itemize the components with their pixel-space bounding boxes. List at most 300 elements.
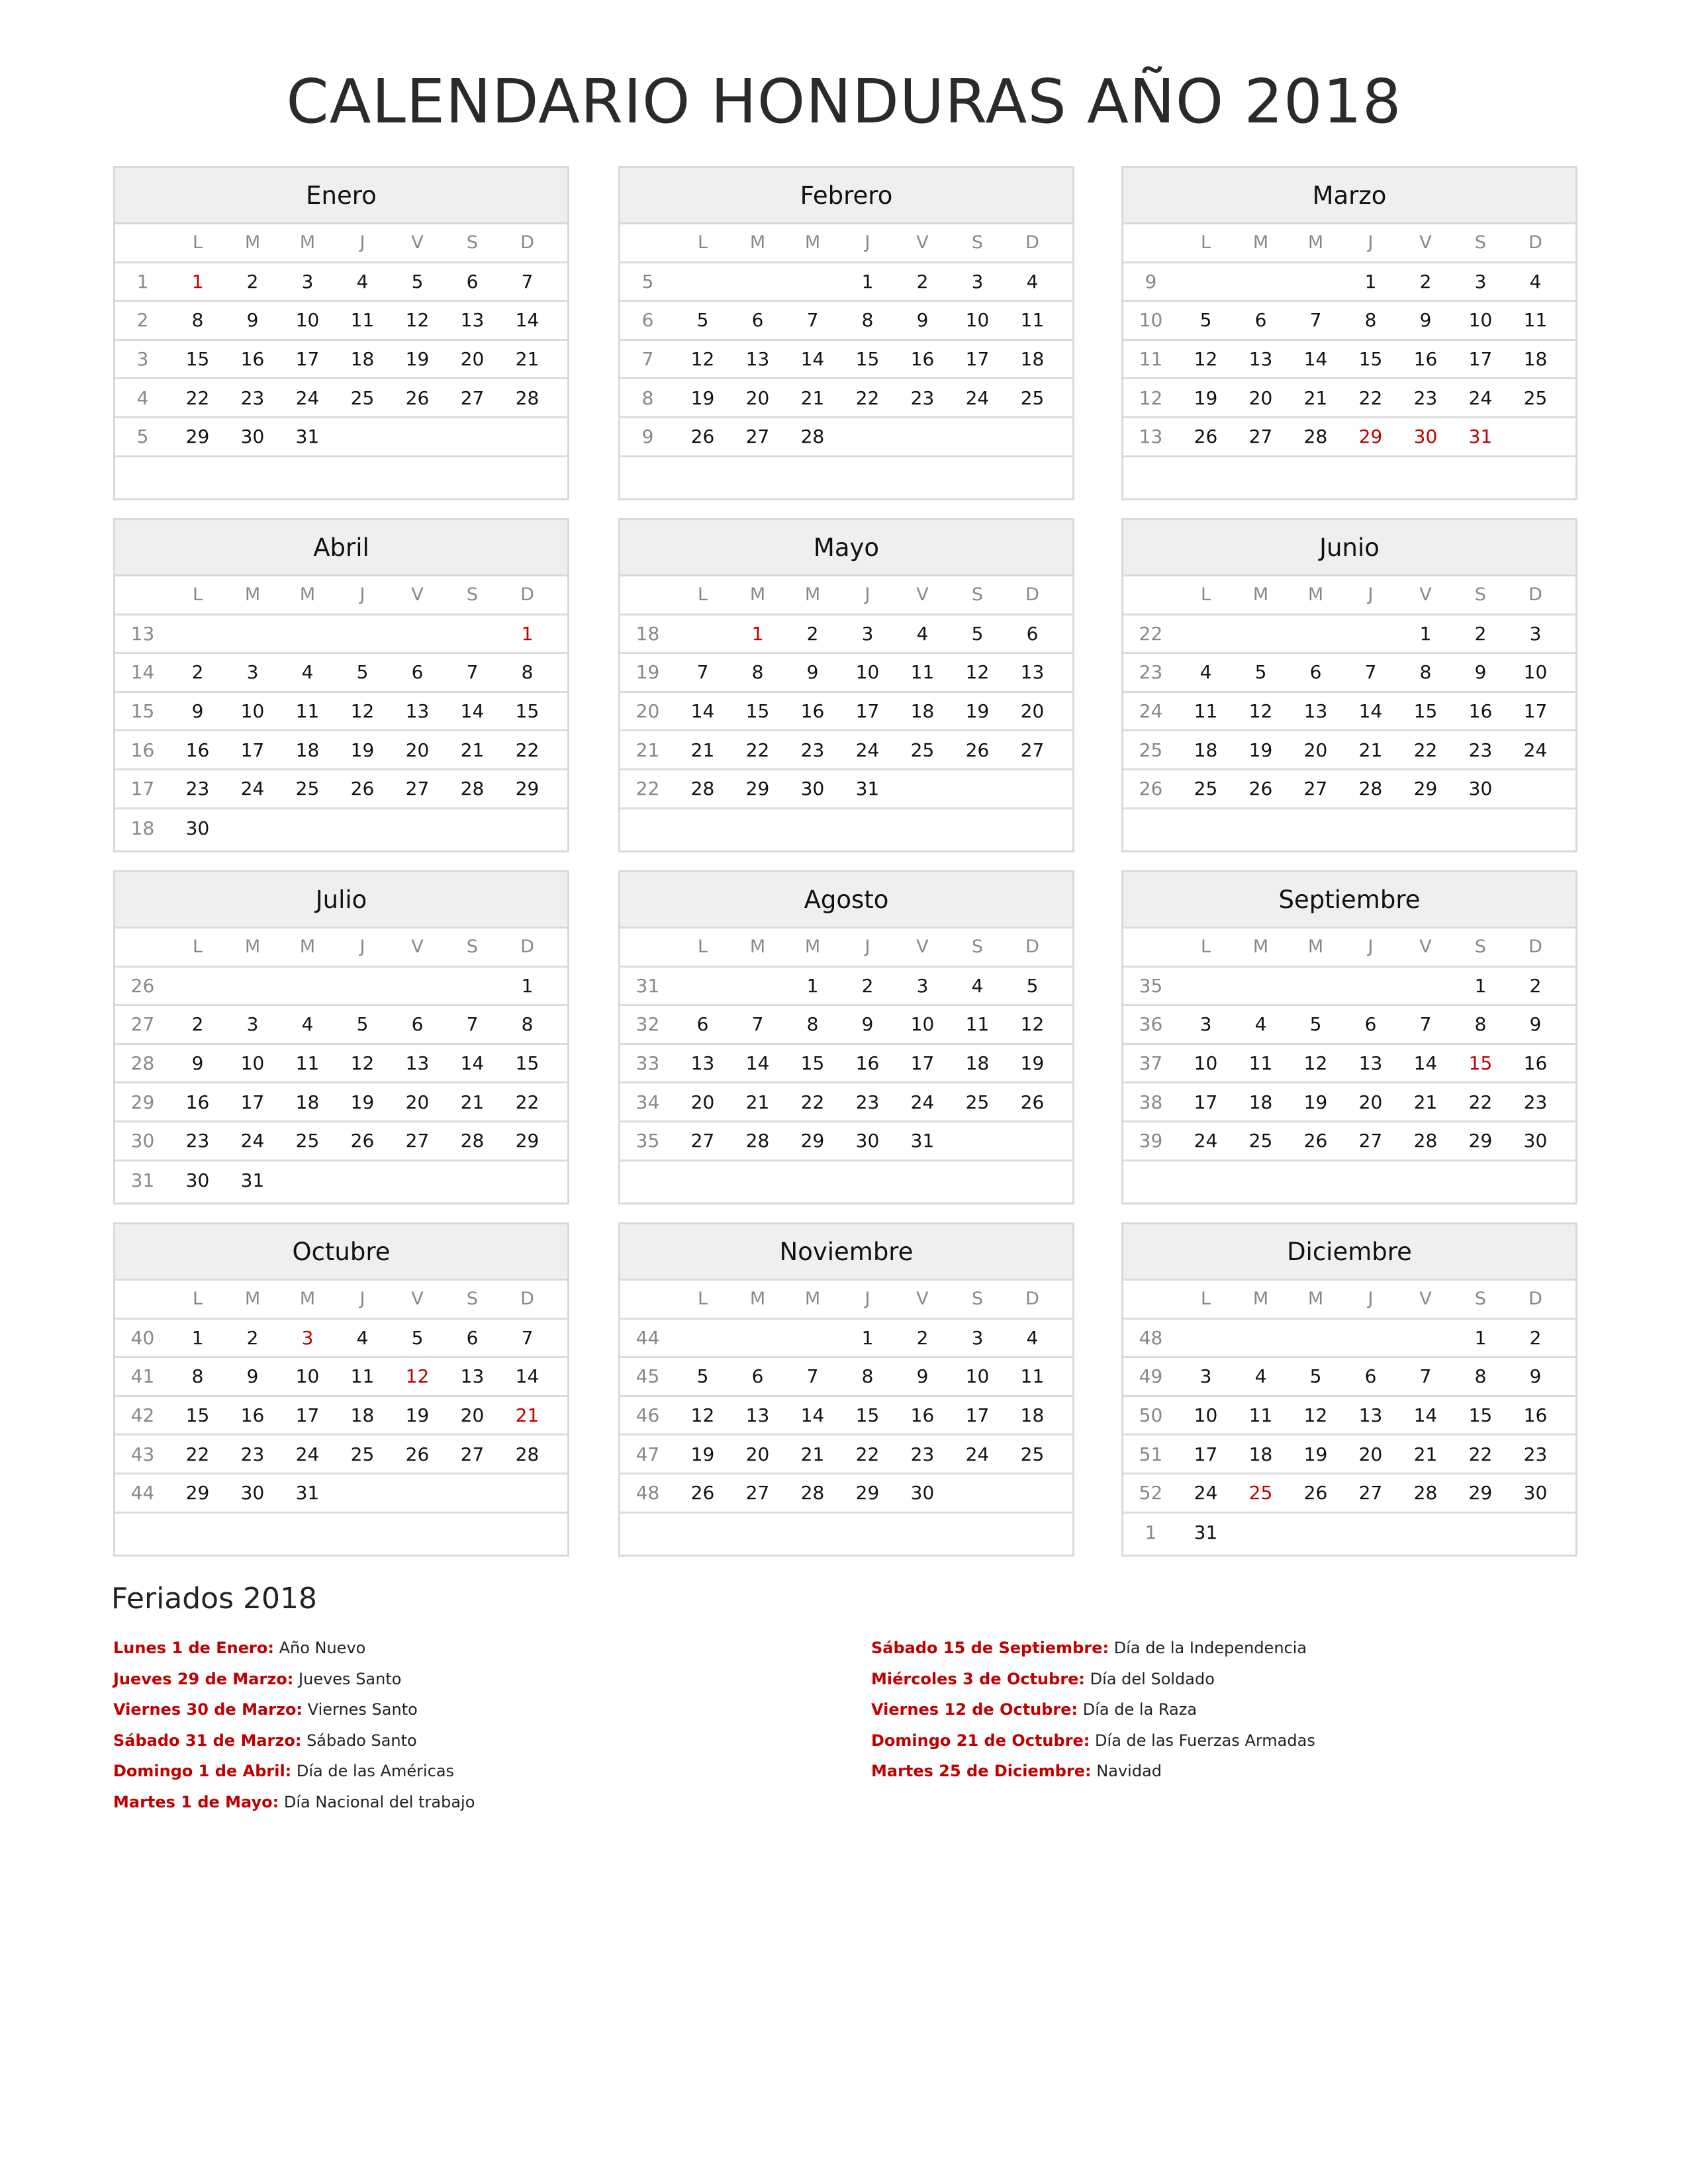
day-cell: 9 [191,1052,204,1075]
day-cell [225,809,280,848]
day-cell: 15 [855,1404,880,1427]
day-cell: 19 [350,739,375,761]
day-cell: 4 [1026,270,1039,293]
holiday-day-cell: 29 [1358,426,1383,448]
day-cell [1453,1161,1508,1201]
day-cell [335,1514,390,1553]
day-cell: 4 [301,661,314,684]
day-cell: 23 [1468,739,1493,761]
holidays-list-right [871,1639,1315,1793]
day-cell: 26 [405,1443,430,1465]
weekday-label: S [971,1289,984,1310]
month-marzo [1121,166,1577,500]
weekday-label: L [1200,936,1211,958]
holiday-date: Lunes 1 de Enero: [113,1639,274,1657]
day-cell: 26 [350,778,375,800]
holiday-date: Martes 25 de Diciembre: [871,1762,1092,1780]
week-number: 52 [1139,1482,1163,1504]
day-cell: 5 [356,661,369,684]
weekday-label: L [192,1289,203,1310]
week-number: 4 [136,387,149,409]
day-cell: 31 [855,778,880,800]
day-cell: 2 [1529,1326,1542,1349]
week-row [115,731,567,770]
day-cell: 30 [1468,778,1493,800]
week-row [620,341,1072,380]
week-row [115,615,567,655]
holiday-day-cell: 1 [521,622,534,645]
day-cell: 10 [295,309,320,332]
day-cell: 24 [240,1130,265,1152]
week-number: 20 [635,700,660,723]
day-cell: 26 [405,387,430,409]
weekday-header-row [115,1281,567,1320]
day-cell [675,1514,730,1553]
day-cell: 5 [356,1013,369,1036]
day-cell: 29 [855,1482,880,1504]
day-cell: 11 [1020,1365,1045,1388]
day-cell [1178,615,1233,653]
day-cell [950,1122,1005,1160]
weekday-label: J [359,232,365,253]
week-number: 15 [130,700,155,723]
day-cell [1508,770,1563,807]
day-cell: 28 [460,1130,485,1152]
day-cell: 13 [460,309,485,332]
calendar-grid [113,166,1577,1556]
month-enero [113,166,569,500]
day-cell: 28 [460,778,485,800]
day-cell: 18 [910,700,935,723]
day-cell: 14 [515,1365,539,1388]
day-cell: 28 [800,426,825,448]
day-cell: 26 [1248,778,1273,800]
week-number: 35 [1139,974,1163,997]
week-row [115,1083,567,1122]
day-cell: 8 [1364,309,1377,332]
day-cell [280,1161,335,1201]
day-cell: 13 [1358,1404,1383,1427]
week-number: 46 [635,1404,660,1427]
day-cell [730,1320,785,1357]
weekday-label: L [192,232,203,253]
day-cell: 4 [971,974,984,997]
weekday-label: V [916,232,929,253]
day-cell: 30 [1523,1130,1548,1152]
day-cell: 14 [1358,700,1383,723]
day-cell: 28 [1358,778,1383,800]
day-cell: 15 [515,700,539,723]
day-cell: 20 [405,1091,430,1113]
week-row [1123,654,1575,693]
day-cell [445,968,500,1005]
day-cell: 27 [745,426,770,448]
day-cell: 19 [1020,1052,1045,1075]
day-cell [675,968,730,1005]
week-row [115,418,567,457]
day-cell [1508,457,1563,496]
day-cell: 13 [690,1052,715,1075]
day-cell: 5 [696,1365,709,1388]
day-cell: 20 [460,348,485,371]
day-cell: 17 [295,1404,320,1427]
week-number: 16 [130,739,155,761]
week-number: 43 [130,1443,155,1465]
week-number-header [115,1281,170,1318]
holiday-item [871,1762,1315,1793]
week-number: 17 [130,778,155,800]
weekday-label: J [359,936,365,958]
day-cell: 22 [515,1091,539,1113]
day-cell [1508,1514,1563,1553]
day-cell: 7 [466,661,479,684]
weekday-header-row [1123,1281,1575,1320]
day-cell [1453,809,1508,848]
day-cell: 22 [1358,387,1383,409]
day-cell: 23 [910,1443,935,1465]
week-number: 28 [130,1052,155,1075]
week-number: 22 [1139,622,1163,645]
day-cell: 25 [1194,778,1218,800]
day-cell: 11 [350,309,375,332]
day-cell: 21 [1303,387,1328,409]
day-cell: 22 [1468,1091,1493,1113]
day-cell: 4 [1254,1365,1267,1388]
week-row [115,302,567,341]
weekday-label: M [749,936,766,958]
weekday-header-row [115,224,567,263]
day-cell [1398,1514,1453,1553]
day-cell: 15 [515,1052,539,1075]
day-cell: 7 [521,1326,534,1349]
week-number-header [115,929,170,966]
day-cell: 16 [1413,348,1438,371]
day-cell [1398,1161,1453,1201]
weekday-label: M [299,584,316,606]
day-cell: 9 [916,309,929,332]
day-cell [1233,457,1288,496]
weekday-label: J [865,936,870,958]
day-cell: 3 [971,1326,984,1349]
day-cell [335,615,390,653]
day-cell: 19 [1303,1091,1328,1113]
weekday-label: V [411,1289,424,1310]
holidays-list-left [113,1639,475,1823]
day-cell: 26 [965,739,990,761]
day-cell: 12 [690,348,715,371]
day-cell: 23 [1523,1091,1548,1113]
day-cell: 23 [855,1091,880,1113]
day-cell: 24 [240,778,265,800]
week-row [620,809,1072,848]
day-cell: 29 [515,778,539,800]
holiday-name: Día de las Fuerzas Armadas [1095,1731,1315,1750]
day-cell [1343,1514,1398,1553]
day-cell: 2 [916,1326,929,1349]
day-cell [1398,1320,1453,1357]
week-number: 22 [635,778,660,800]
week-row [620,654,1072,693]
weekday-label: L [697,232,708,253]
weekday-label: J [359,584,365,606]
day-cell: 18 [1248,1091,1273,1113]
month-septiembre [1121,870,1577,1205]
day-cell [445,1475,500,1512]
weekday-header-row [620,576,1072,615]
day-cell: 16 [1523,1052,1548,1075]
week-number [620,457,675,496]
day-cell: 21 [800,387,825,409]
week-number: 36 [1139,1013,1163,1036]
holiday-item [113,1670,475,1701]
week-row [620,1358,1072,1397]
week-number: 9 [1145,270,1157,293]
day-cell: 24 [965,1443,990,1465]
holidays-title: Feriados 2018 [111,1582,317,1615]
day-cell [500,418,555,455]
day-cell: 13 [1248,348,1273,371]
day-cell: 9 [1419,309,1432,332]
month-title: Enero [115,168,567,224]
day-cell: 14 [1413,1052,1438,1075]
week-number-header [1123,576,1178,614]
week-row [1123,693,1575,732]
day-cell: 7 [806,1365,819,1388]
weekday-label: S [1474,584,1487,606]
week-number: 32 [635,1013,660,1036]
day-cell [730,457,785,496]
day-cell: 9 [861,1013,874,1036]
week-number: 42 [130,1404,155,1427]
week-number: 49 [1139,1365,1163,1388]
week-row [620,1161,1072,1201]
day-cell: 17 [240,739,265,761]
day-cell: 19 [965,700,990,723]
day-cell [335,418,390,455]
week-number: 44 [635,1326,660,1349]
day-cell: 18 [1020,1404,1045,1427]
weekday-label: M [804,232,821,253]
weekday-label: M [244,1289,261,1310]
day-cell: 19 [405,1404,430,1427]
day-cell: 22 [185,1443,210,1465]
holiday-day-cell: 12 [405,1365,430,1388]
day-cell: 8 [521,1013,534,1036]
week-row [1123,1083,1575,1122]
week-number: 26 [1139,778,1163,800]
weekday-label: L [1200,232,1211,253]
day-cell: 21 [515,348,539,371]
weekday-label: V [411,232,424,253]
day-cell [1233,1514,1288,1553]
week-number: 9 [641,426,654,448]
day-cell [785,1161,840,1201]
holiday-day-cell: 3 [301,1326,314,1349]
week-row [620,968,1072,1007]
weekday-header-row [620,929,1072,968]
day-cell: 21 [1413,1443,1438,1465]
month-octubre [113,1222,569,1557]
day-cell [1508,1161,1563,1201]
week-number: 50 [1139,1404,1163,1427]
day-cell: 14 [690,700,715,723]
month-julio [113,870,569,1205]
day-cell [675,1161,730,1201]
day-cell: 3 [1199,1365,1212,1388]
week-row [1123,1045,1575,1084]
day-cell [895,1161,950,1201]
week-row [1123,809,1575,848]
day-cell: 23 [1523,1443,1548,1465]
day-cell: 1 [521,974,534,997]
day-cell: 16 [1468,700,1493,723]
month-title: Julio [115,872,567,929]
week-number-header [620,224,675,261]
day-cell: 17 [240,1091,265,1113]
weekday-label: S [971,936,984,958]
month-diciembre [1121,1222,1577,1557]
day-cell: 3 [971,270,984,293]
day-cell [1178,968,1233,1005]
weekday-label: S [466,936,479,958]
day-cell: 7 [751,1013,764,1036]
day-cell: 7 [521,270,534,293]
weekday-label: M [299,232,316,253]
day-cell [170,1514,225,1553]
day-cell: 25 [350,1443,375,1465]
day-cell: 18 [965,1052,990,1075]
day-cell [1453,1514,1508,1553]
day-cell: 29 [1468,1482,1493,1504]
weekday-label: V [1419,1289,1432,1310]
day-cell: 27 [745,1482,770,1504]
day-cell: 17 [965,1404,990,1427]
day-cell: 25 [295,1130,320,1152]
day-cell [1508,418,1563,455]
day-cell: 27 [460,387,485,409]
day-cell [840,418,895,455]
day-cell: 25 [1020,387,1045,409]
weekday-label: J [1368,936,1374,958]
day-cell: 24 [855,739,880,761]
week-number: 48 [635,1482,660,1504]
weekday-label: M [749,232,766,253]
day-cell [390,418,445,455]
day-cell [390,1161,445,1201]
day-cell: 23 [240,387,265,409]
day-cell [675,1320,730,1357]
day-cell: 27 [405,1130,430,1152]
day-cell: 16 [800,700,825,723]
day-cell: 7 [1309,309,1322,332]
week-row [1123,968,1575,1007]
week-row [1123,379,1575,418]
day-cell [1288,968,1343,1005]
day-cell [445,418,500,455]
day-cell [1343,1161,1398,1201]
day-cell: 6 [466,270,479,293]
day-cell: 11 [1194,700,1218,723]
day-cell: 14 [515,309,539,332]
day-cell [840,457,895,496]
weekday-header-row [1123,929,1575,968]
day-cell: 9 [246,1365,259,1388]
week-number: 45 [635,1365,660,1388]
week-row [115,1514,567,1553]
day-cell [1233,968,1288,1005]
day-cell: 21 [460,1091,485,1113]
month-mayo [618,518,1074,852]
day-cell: 11 [910,661,935,684]
day-cell: 27 [1020,739,1045,761]
day-cell: 12 [965,661,990,684]
week-row [115,1358,567,1397]
holiday-date: Domingo 21 de Octubre: [871,1731,1090,1750]
day-cell: 16 [240,348,265,371]
day-cell [675,263,730,300]
day-cell: 8 [1419,661,1432,684]
day-cell: 5 [411,1326,424,1349]
week-number-header [1123,224,1178,261]
day-cell [840,809,895,848]
day-cell [950,418,1005,455]
week-row [620,1397,1072,1436]
day-cell: 23 [185,778,210,800]
day-cell: 14 [800,1404,825,1427]
day-cell: 24 [910,1091,935,1113]
day-cell: 24 [295,387,320,409]
day-cell: 1 [806,974,819,997]
day-cell: 28 [515,1443,539,1465]
holiday-item [113,1639,475,1670]
month-agosto [618,870,1074,1205]
day-cell [1178,1320,1233,1357]
day-cell [1343,1320,1398,1357]
week-row [1123,1475,1575,1514]
day-cell: 28 [745,1130,770,1152]
day-cell: 20 [1358,1091,1383,1113]
day-cell [730,809,785,848]
week-row [620,457,1072,496]
day-cell: 11 [1248,1404,1273,1427]
day-cell: 8 [861,309,874,332]
day-cell [335,809,390,848]
day-cell [1005,1122,1060,1160]
day-cell [730,263,785,300]
day-cell: 13 [745,1404,770,1427]
day-cell [950,770,1005,807]
holiday-name: Día de las Américas [296,1762,455,1780]
holiday-day-cell: 1 [191,270,204,293]
month-title: Marzo [1123,168,1575,224]
day-cell [1453,457,1508,496]
day-cell: 1 [1364,270,1377,293]
day-cell [1288,1320,1343,1357]
weekday-label: D [1528,584,1542,606]
day-cell [390,968,445,1005]
week-row [620,693,1072,732]
week-number: 10 [1139,309,1163,332]
day-cell: 13 [745,348,770,371]
weekday-label: V [1419,936,1432,958]
day-cell: 8 [191,309,204,332]
day-cell [1178,1161,1233,1201]
day-cell: 18 [1020,348,1045,371]
day-cell [280,968,335,1005]
day-cell: 12 [350,700,375,723]
day-cell: 31 [910,1130,935,1152]
day-cell: 3 [916,974,929,997]
